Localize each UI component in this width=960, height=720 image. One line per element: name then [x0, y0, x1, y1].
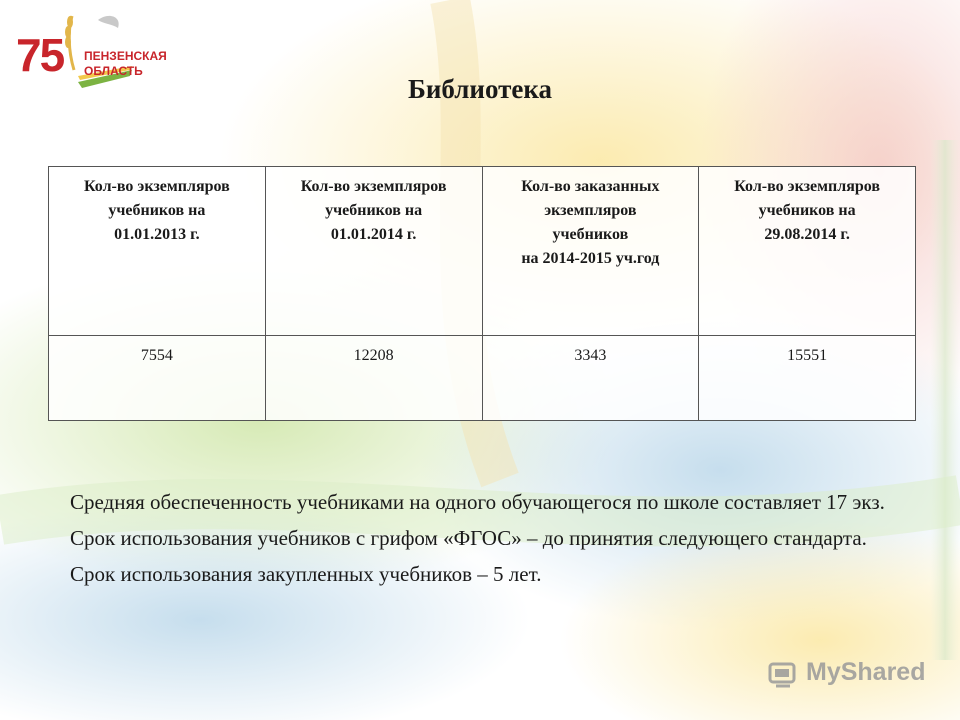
- table-cell: 7554: [49, 336, 266, 421]
- header-line: 01.01.2014 г.: [330, 226, 417, 243]
- table-header-row: [49, 167, 916, 336]
- myshared-watermark: [766, 656, 936, 696]
- table-cell: 15551: [699, 336, 916, 421]
- table-cell: 12208: [265, 336, 482, 421]
- header-line: на 2014-2015 уч.год: [521, 250, 660, 267]
- logo-number: 75: [16, 29, 64, 81]
- watermark-text: MyShared: [806, 658, 926, 686]
- paragraph-purchased-term: Срок использования закупленных учебников – 5 лет.: [70, 562, 542, 586]
- header-line: учебников на: [758, 202, 856, 219]
- logo-line-2: ОБЛАСТЬ: [84, 64, 143, 78]
- logo-line-1: ПЕНЗЕНСКАЯ: [84, 49, 167, 63]
- header-line: Кол-во заказанных: [521, 178, 660, 195]
- page-title: Библиотека: [408, 74, 552, 104]
- myshared-logo-icon: [766, 658, 800, 692]
- header-line: учебников: [552, 226, 629, 243]
- header-line: учебников на: [108, 202, 206, 219]
- table-row: [49, 336, 916, 421]
- table-header-cell: [482, 167, 699, 336]
- table-header-cell: [265, 167, 482, 336]
- header-line: экземпляров: [544, 202, 637, 219]
- header-line: 01.01.2013 г.: [114, 226, 200, 243]
- header-line: Кол-во экземпляров: [300, 178, 447, 195]
- table-header-cell: [49, 167, 266, 336]
- header-line: Кол-во экземпляров: [83, 178, 230, 195]
- paragraph-fgos-term: Срок использования учебников с грифом «ФГОС» – до принятия следующего стандарта.: [70, 526, 867, 550]
- body-text: [70, 486, 920, 594]
- library-stats-table: [48, 166, 916, 421]
- table-cell: 3343: [482, 336, 699, 421]
- header-line: учебников на: [325, 202, 423, 219]
- header-line: Кол-во экземпляров: [734, 178, 881, 195]
- paragraph-avg-supply: Средняя обеспеченность учебниками на одного обучающегося по школе составляет 17 экз.: [70, 490, 885, 514]
- header-line: 29.08.2014 г.: [764, 226, 850, 243]
- table-header-cell: [699, 167, 916, 336]
